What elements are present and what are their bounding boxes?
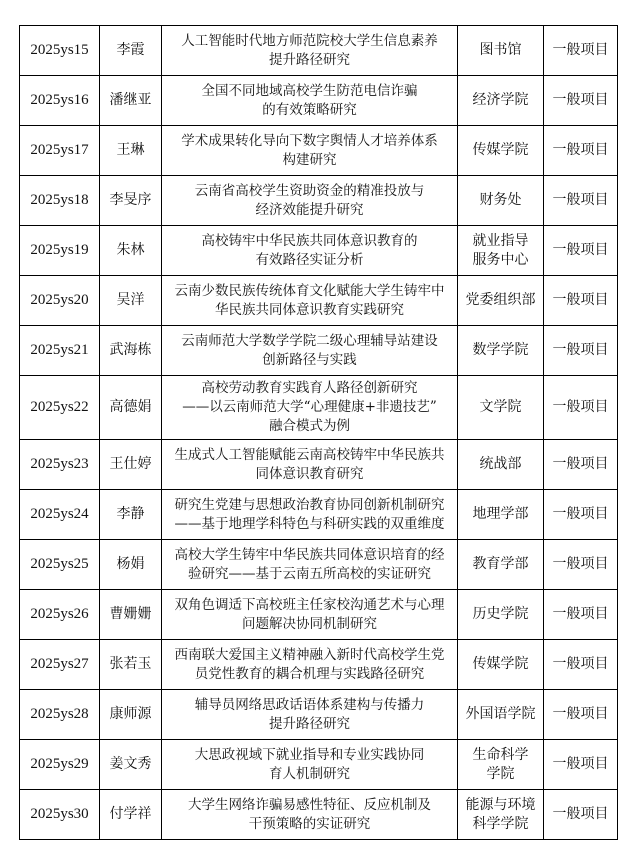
applicant-name-cell: 高德娟 — [100, 376, 162, 440]
project-type-cell: 一般项目 — [544, 276, 618, 326]
applicant-name-cell: 张若玉 — [100, 640, 162, 690]
project-code-cell: 2025ys15 — [20, 26, 100, 76]
project-code-cell: 2025ys30 — [20, 790, 100, 840]
table-row — [20, 326, 618, 376]
table-row — [20, 540, 618, 590]
applicant-name-cell: 李静 — [100, 490, 162, 540]
department-cell: 能源与环境 科学学院 — [458, 790, 544, 840]
project-title-cell: 云南省高校学生资助资金的精准投放与 经济效能提升研究 — [162, 176, 458, 226]
department-cell: 统战部 — [458, 440, 544, 490]
department-cell: 党委组织部 — [458, 276, 544, 326]
project-code-cell: 2025ys18 — [20, 176, 100, 226]
department-cell: 图书馆 — [458, 26, 544, 76]
table-row — [20, 226, 618, 276]
project-type-cell: 一般项目 — [544, 590, 618, 640]
project-code-cell: 2025ys25 — [20, 540, 100, 590]
table-row — [20, 740, 618, 790]
project-title-cell: 双角色调适下高校班主任家校沟通艺术与心理 问题解决协同机制研究 — [162, 590, 458, 640]
department-cell: 生命科学 学院 — [458, 740, 544, 790]
applicant-name-cell: 姜文秀 — [100, 740, 162, 790]
department-cell: 教育学部 — [458, 540, 544, 590]
applicant-name-cell: 吴洋 — [100, 276, 162, 326]
applicant-name-cell: 王仕婷 — [100, 440, 162, 490]
project-code-cell: 2025ys20 — [20, 276, 100, 326]
table-row — [20, 590, 618, 640]
project-title-cell: 高校铸牢中华民族共同体意识教育的 有效路径实证分析 — [162, 226, 458, 276]
table-row — [20, 490, 618, 540]
department-cell: 经济学院 — [458, 76, 544, 126]
project-type-cell: 一般项目 — [544, 790, 618, 840]
applicant-name-cell: 曹姗姗 — [100, 590, 162, 640]
project-type-cell: 一般项目 — [544, 226, 618, 276]
project-type-cell: 一般项目 — [544, 640, 618, 690]
applicant-name-cell: 付学祥 — [100, 790, 162, 840]
project-title-cell: 全国不同地域高校学生防范电信诈骗 的有效策略研究 — [162, 76, 458, 126]
project-type-cell: 一般项目 — [544, 740, 618, 790]
project-type-cell: 一般项目 — [544, 490, 618, 540]
project-type-cell: 一般项目 — [544, 76, 618, 126]
applicant-name-cell: 杨娟 — [100, 540, 162, 590]
project-title-cell: 云南少数民族传统体育文化赋能大学生铸牢中 华民族共同体意识教育实践研究 — [162, 276, 458, 326]
department-cell: 文学院 — [458, 376, 544, 440]
project-title-cell: 人工智能时代地方师范院校大学生信息素养 提升路径研究 — [162, 26, 458, 76]
applicant-name-cell: 李旻序 — [100, 176, 162, 226]
department-cell: 历史学院 — [458, 590, 544, 640]
table-row — [20, 76, 618, 126]
project-code-cell: 2025ys24 — [20, 490, 100, 540]
table-row — [20, 790, 618, 840]
project-code-cell: 2025ys21 — [20, 326, 100, 376]
department-cell: 财务处 — [458, 176, 544, 226]
project-code-cell: 2025ys28 — [20, 690, 100, 740]
project-title-cell: 西南联大爱国主义精神融入新时代高校学生党 员党性教育的耦合机理与实践路径研究 — [162, 640, 458, 690]
project-code-cell: 2025ys26 — [20, 590, 100, 640]
project-title-cell: 研究生党建与思想政治教育协同创新机制研究 ——基于地理学科特色与科研实践的双重维度 — [162, 490, 458, 540]
project-title-cell: 高校劳动教育实践育人路径创新研究 ——以云南师范大学“心理健康+非遗技艺” 融合模式为例 — [162, 376, 458, 440]
project-title-cell: 学术成果转化导向下数字舆情人才培养体系 构建研究 — [162, 126, 458, 176]
project-type-cell: 一般项目 — [544, 540, 618, 590]
project-code-cell: 2025ys29 — [20, 740, 100, 790]
project-title-cell: 云南师范大学数学学院二级心理辅导站建设 创新路径与实践 — [162, 326, 458, 376]
project-title-cell: 生成式人工智能赋能云南高校铸牢中华民族共 同体意识教育研究 — [162, 440, 458, 490]
project-type-cell: 一般项目 — [544, 690, 618, 740]
applicant-name-cell: 王琳 — [100, 126, 162, 176]
table-row — [20, 376, 618, 440]
table-row — [20, 126, 618, 176]
table-row — [20, 176, 618, 226]
department-cell: 就业指导 服务中心 — [458, 226, 544, 276]
project-type-cell: 一般项目 — [544, 440, 618, 490]
table-row — [20, 276, 618, 326]
applicant-name-cell: 康师源 — [100, 690, 162, 740]
applicant-name-cell: 潘继亚 — [100, 76, 162, 126]
department-cell: 数学学院 — [458, 326, 544, 376]
applicant-name-cell: 李霞 — [100, 26, 162, 76]
project-title-cell: 大思政视域下就业指导和专业实践协同 育人机制研究 — [162, 740, 458, 790]
table-row — [20, 690, 618, 740]
table-row — [20, 640, 618, 690]
department-cell: 地理学部 — [458, 490, 544, 540]
project-table — [19, 25, 618, 840]
project-code-cell: 2025ys22 — [20, 376, 100, 440]
project-title-cell: 辅导员网络思政话语体系建构与传播力 提升路径研究 — [162, 690, 458, 740]
project-type-cell: 一般项目 — [544, 26, 618, 76]
department-cell: 传媒学院 — [458, 640, 544, 690]
project-code-cell: 2025ys16 — [20, 76, 100, 126]
project-list-sheet — [19, 25, 618, 840]
department-cell: 传媒学院 — [458, 126, 544, 176]
project-title-cell: 大学生网络诈骗易感性特征、反应机制及 干预策略的实证研究 — [162, 790, 458, 840]
project-table-body — [20, 26, 618, 840]
project-code-cell: 2025ys27 — [20, 640, 100, 690]
project-code-cell: 2025ys23 — [20, 440, 100, 490]
project-type-cell: 一般项目 — [544, 326, 618, 376]
project-title-cell: 高校大学生铸牢中华民族共同体意识培育的经 验研究——基于云南五所高校的实证研究 — [162, 540, 458, 590]
project-type-cell: 一般项目 — [544, 176, 618, 226]
project-type-cell: 一般项目 — [544, 126, 618, 176]
project-code-cell: 2025ys19 — [20, 226, 100, 276]
applicant-name-cell: 朱林 — [100, 226, 162, 276]
project-code-cell: 2025ys17 — [20, 126, 100, 176]
table-row — [20, 440, 618, 490]
applicant-name-cell: 武海栋 — [100, 326, 162, 376]
project-type-cell: 一般项目 — [544, 376, 618, 440]
table-row — [20, 26, 618, 76]
department-cell: 外国语学院 — [458, 690, 544, 740]
